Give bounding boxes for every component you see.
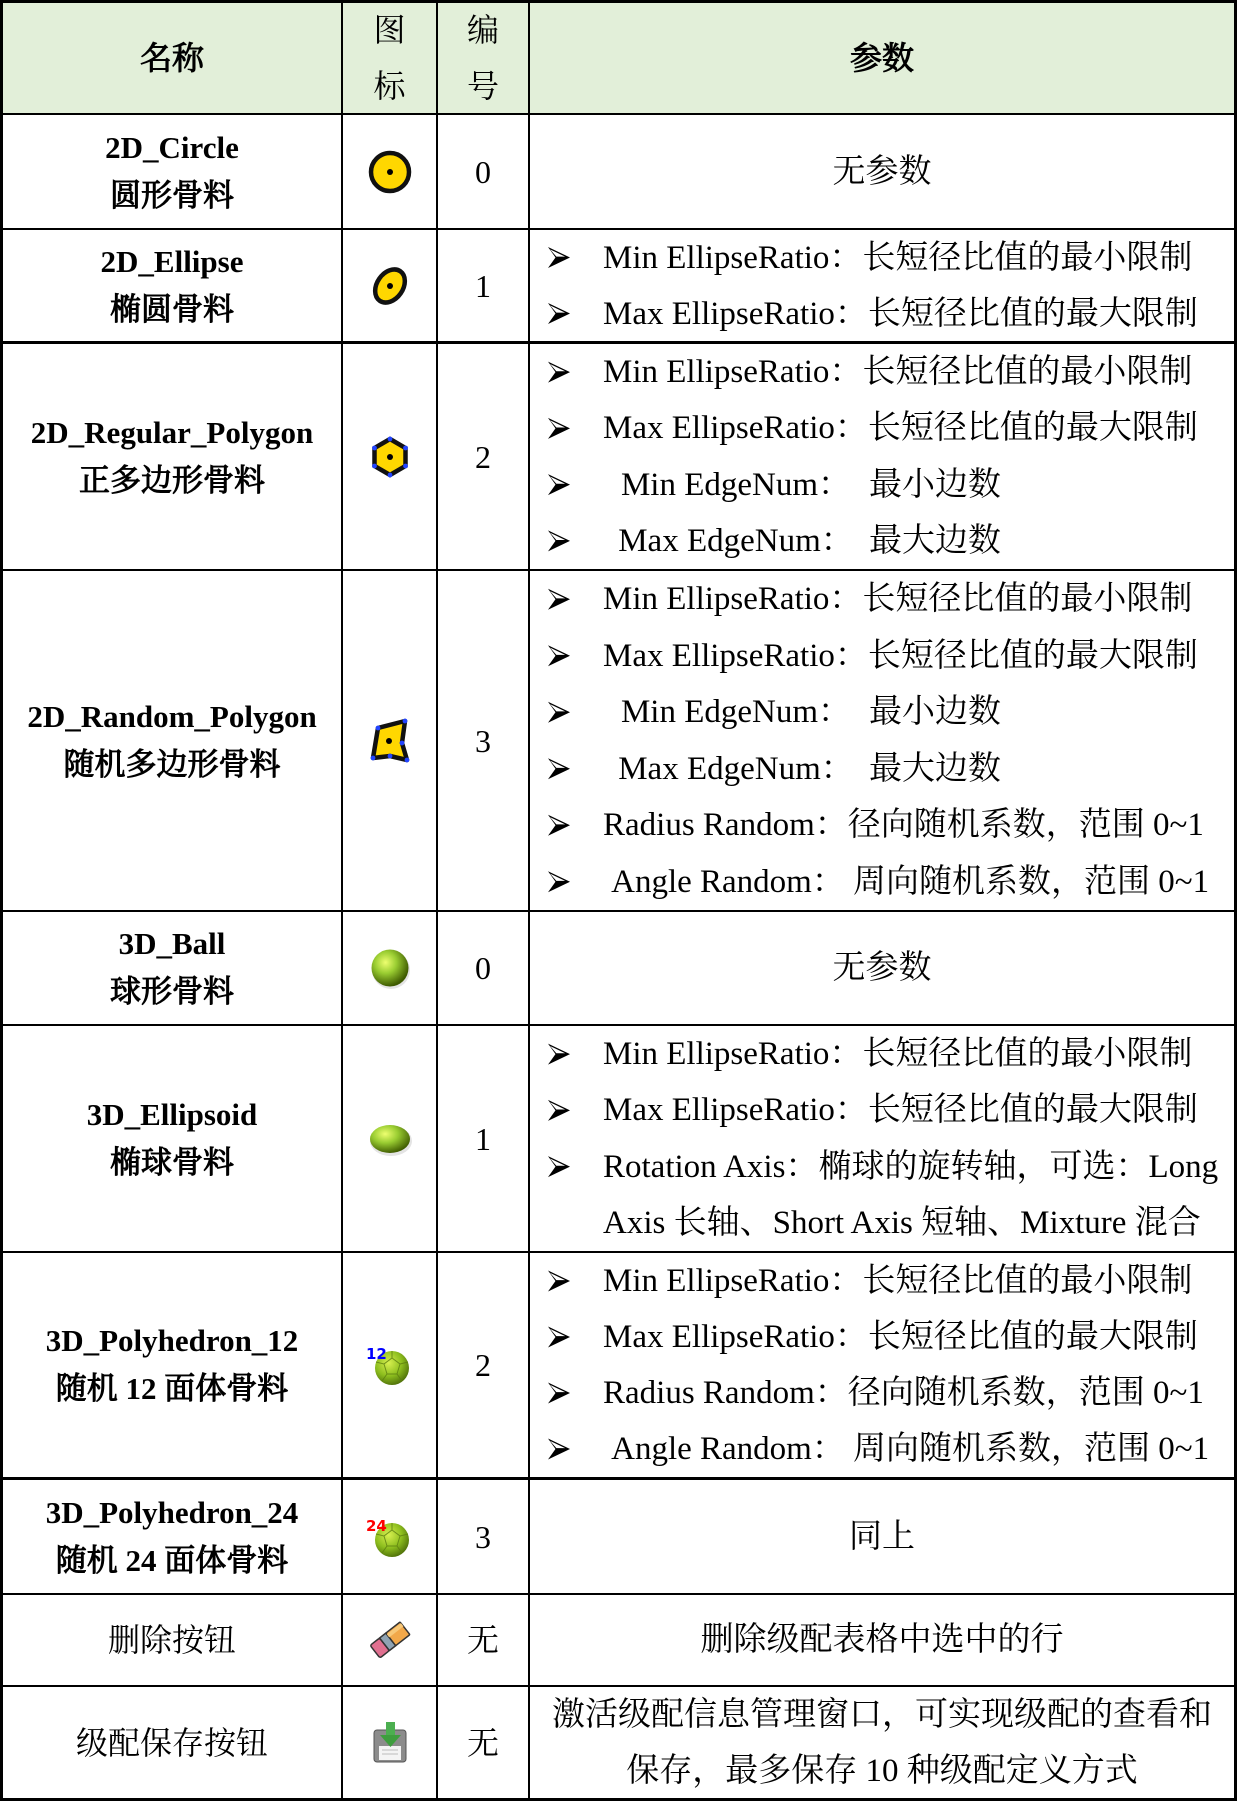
param-item <box>548 741 1234 798</box>
name-cn: 椭球骨料 <box>110 1144 234 1180</box>
row-name-cell <box>3 1026 343 1253</box>
param-desc: 长短径比值的最大限制 <box>867 1319 1198 1355</box>
arrow-bullet-icon <box>548 302 603 326</box>
param-key: Angle Random： <box>611 863 845 900</box>
param-desc: 长短径比值的最小限制 <box>862 354 1193 391</box>
arrow-bullet-icon <box>548 1042 603 1066</box>
name-en: 2D_Circle <box>105 129 239 165</box>
header-params <box>530 3 1237 115</box>
eraser-icon <box>365 1615 415 1665</box>
arrow-bullet-icon <box>548 360 603 384</box>
row-params-cell <box>530 1480 1237 1595</box>
param-key: Max EdgeNum： <box>618 750 854 787</box>
param-item <box>548 1026 1234 1082</box>
param-key: Min EllipseRatio： <box>603 1036 863 1073</box>
params-text: 无参数 <box>832 950 932 986</box>
row-number-cell <box>438 1026 530 1253</box>
row-number-cell <box>438 344 530 571</box>
arrow-bullet-icon <box>548 1098 603 1122</box>
param-item <box>548 628 1234 685</box>
header-name-label: 名称 <box>139 40 204 76</box>
row-icon-cell <box>343 344 438 571</box>
param-item <box>548 1309 1234 1365</box>
param-key: Angle Random： <box>611 1431 845 1467</box>
param-item <box>548 344 1234 400</box>
param-item <box>548 797 1234 854</box>
row-params-cell <box>530 912 1237 1026</box>
params-line <box>626 1743 1138 1799</box>
row-icon-cell <box>343 1595 438 1687</box>
row-name-cell <box>3 1253 343 1480</box>
param-key: Max EdgeNum： <box>618 522 854 559</box>
row-icon-cell <box>343 230 438 344</box>
param-desc: 径向随机系数，范围 0~1 <box>847 1375 1204 1411</box>
row-name-cell <box>3 912 343 1026</box>
row-number: 无 <box>466 1622 499 1658</box>
row-params-cell <box>530 1026 1237 1253</box>
param-desc: 椭球的旋转轴，可选：Long <box>818 1148 1219 1185</box>
name-cn: 删除按钮 <box>107 1622 236 1658</box>
param-desc: 长短径比值的最大限制 <box>867 1092 1198 1129</box>
param-item <box>548 400 1234 456</box>
row-number-cell <box>438 230 530 344</box>
row-params-cell <box>530 571 1237 912</box>
param-desc: 长短径比值的最大限制 <box>867 295 1198 332</box>
yellow-hexagon-icon <box>365 432 415 482</box>
params-line <box>552 1687 1212 1743</box>
arrow-bullet-icon <box>548 1155 603 1179</box>
name-en: 3D_Ball <box>118 926 226 961</box>
row-number-cell <box>438 912 530 1026</box>
yellow-random-polygon-icon <box>365 716 415 766</box>
param-key: Min EllipseRatio： <box>603 1263 863 1299</box>
row-number-cell <box>438 1253 530 1480</box>
row-number: 0 <box>475 153 491 190</box>
save-floppy-icon <box>365 1718 415 1768</box>
row-number: 3 <box>475 1518 491 1555</box>
arrow-bullet-icon <box>548 473 603 497</box>
row-params-cell <box>530 1687 1237 1801</box>
row-number-cell <box>438 1480 530 1595</box>
params-text: 删除级配表格中选中的行 <box>700 1622 1064 1658</box>
green-ball-icon <box>365 943 415 993</box>
param-item <box>548 1139 1234 1195</box>
param-desc: 最小边数 <box>869 466 1001 503</box>
row-params-cell <box>530 1253 1237 1480</box>
row-number-cell <box>438 115 530 230</box>
row-params-cell <box>530 344 1237 571</box>
green-polyhedron-24-icon <box>365 1512 415 1562</box>
row-name-cell <box>3 344 343 571</box>
param-desc: 长短径比值的最小限制 <box>862 581 1193 618</box>
param-key: Max EllipseRatio： <box>603 1319 868 1355</box>
name-en: 3D_Polyhedron_24 <box>45 1494 299 1530</box>
header-icon-label-2: 标 <box>373 68 406 104</box>
param-item <box>548 457 1234 513</box>
yellow-circle-icon <box>365 147 415 197</box>
param-desc: 周向随机系数，范围 0~1 <box>853 1431 1210 1467</box>
arrow-bullet-icon <box>548 757 603 781</box>
row-number-cell <box>438 571 530 912</box>
param-key: Radius Random： <box>603 1375 848 1411</box>
name-en: 3D_Polyhedron_12 <box>45 1323 299 1358</box>
name-en: 3D_Ellipsoid <box>86 1096 258 1132</box>
name-en: 2D_Ellipse <box>100 243 244 279</box>
arrow-bullet-icon <box>548 870 603 894</box>
param-desc: 长短径比值的最大限制 <box>867 410 1198 447</box>
name-en: 2D_Regular_Polygon <box>30 414 314 450</box>
row-icon-cell <box>343 912 438 1026</box>
row-params-cell <box>530 115 1237 230</box>
param-item <box>548 230 1234 286</box>
polyhedron-24-label: 24 <box>365 1516 387 1535</box>
row-number: 3 <box>475 722 491 759</box>
param-desc: 周向随机系数，范围 0~1 <box>853 863 1210 900</box>
arrow-bullet-icon <box>548 1269 603 1293</box>
polyhedron-12-label: 12 <box>365 1345 387 1363</box>
param-key: Min EllipseRatio： <box>603 581 863 618</box>
name-cn: 椭圆骨料 <box>110 291 234 327</box>
arrow-bullet-icon <box>548 416 603 440</box>
param-key: Min EdgeNum： <box>620 466 852 503</box>
name-cn: 级配保存按钮 <box>75 1724 268 1761</box>
arrow-bullet-icon <box>548 700 603 724</box>
row-name-cell <box>3 1480 343 1595</box>
name-cn: 正多边形骨料 <box>79 462 265 498</box>
param-key: Min EdgeNum： <box>620 694 852 731</box>
param-item <box>548 1253 1234 1309</box>
param-item-continuation <box>548 1195 1234 1251</box>
header-number-label-2: 号 <box>466 68 499 104</box>
row-number: 0 <box>475 950 491 986</box>
param-item <box>548 286 1234 342</box>
row-name-cell <box>3 230 343 344</box>
row-params-cell <box>530 1595 1237 1687</box>
param-item <box>548 1421 1234 1477</box>
row-number-cell <box>438 1595 530 1687</box>
row-name-cell <box>3 115 343 230</box>
name-cn: 随机 24 面体骨料 <box>55 1542 289 1578</box>
param-key: Max EllipseRatio： <box>603 1092 868 1129</box>
param-key: Min EllipseRatio： <box>603 354 863 391</box>
green-ellipsoid-icon <box>365 1114 415 1164</box>
row-icon-cell <box>343 571 438 912</box>
param-desc: 长短径比值的最小限制 <box>862 239 1193 276</box>
param-item <box>548 1365 1234 1421</box>
row-icon-cell <box>343 1687 438 1801</box>
green-polyhedron-12-icon <box>365 1340 415 1390</box>
row-icon-cell <box>343 1026 438 1253</box>
param-item <box>548 854 1234 911</box>
arrow-bullet-icon <box>548 644 603 668</box>
arrow-bullet-icon <box>548 529 603 553</box>
header-name <box>3 3 343 115</box>
row-icon-cell <box>343 1253 438 1480</box>
name-cn: 随机 12 面体骨料 <box>55 1371 289 1406</box>
arrow-bullet-icon <box>548 1381 603 1405</box>
param-item <box>548 571 1234 628</box>
name-en: 2D_Random_Polygon <box>27 698 317 734</box>
row-number: 1 <box>475 267 491 304</box>
param-desc-continuation: Axis 长轴、Short Axis 短轴、Mixture 混合 <box>603 1204 1201 1241</box>
row-name-cell <box>3 1595 343 1687</box>
name-cn: 随机多边形骨料 <box>63 746 281 782</box>
arrow-bullet-icon <box>548 587 603 611</box>
row-icon-cell <box>343 1480 438 1595</box>
row-params-cell <box>530 230 1237 344</box>
param-key: Min EllipseRatio： <box>603 239 863 276</box>
param-item <box>548 684 1234 741</box>
header-params-label: 参数 <box>849 40 914 76</box>
params-text: 无参数 <box>832 153 932 190</box>
param-key: Radius Random： <box>603 807 848 844</box>
params-line-text: 激活级配信息管理窗口，可实现级配的查看和 <box>552 1696 1212 1733</box>
param-desc: 长短径比值的最小限制 <box>862 1263 1193 1299</box>
row-name-cell <box>3 571 343 912</box>
row-number: 无 <box>466 1724 499 1761</box>
name-cn: 球形骨料 <box>110 974 234 1009</box>
header-number <box>438 3 530 115</box>
header-number-label-1: 编 <box>466 12 499 48</box>
yellow-ellipse-icon <box>365 261 415 311</box>
param-desc: 长短径比值的最小限制 <box>862 1036 1193 1073</box>
row-number: 2 <box>475 1347 491 1383</box>
param-desc: 长短径比值的最大限制 <box>867 637 1198 674</box>
arrow-bullet-icon <box>548 1325 603 1349</box>
param-item <box>548 513 1234 569</box>
arrow-bullet-icon <box>548 246 603 270</box>
row-number: 2 <box>475 438 491 475</box>
param-item <box>548 1082 1234 1138</box>
param-desc: 最大边数 <box>869 750 1001 787</box>
param-desc: 径向随机系数，范围 0~1 <box>847 807 1204 844</box>
row-icon-cell <box>343 115 438 230</box>
param-desc: 最小边数 <box>869 694 1001 731</box>
param-key: Rotation Axis： <box>603 1148 819 1185</box>
param-key: Max EllipseRatio： <box>603 637 868 674</box>
param-desc: 最大边数 <box>869 522 1001 559</box>
params-line-text: 保存，最多保存 10 种级配定义方式 <box>626 1752 1138 1789</box>
param-key: Max EllipseRatio： <box>603 410 868 447</box>
arrow-bullet-icon <box>548 813 603 837</box>
param-key: Max EllipseRatio： <box>603 295 868 332</box>
header-icon <box>343 3 438 115</box>
name-cn: 圆形骨料 <box>110 177 234 213</box>
row-number-cell <box>438 1687 530 1801</box>
params-text: 同上 <box>849 1518 915 1555</box>
arrow-bullet-icon <box>548 1437 603 1461</box>
row-name-cell <box>3 1687 343 1801</box>
row-number: 1 <box>475 1120 491 1157</box>
header-icon-label-1: 图 <box>373 12 406 48</box>
